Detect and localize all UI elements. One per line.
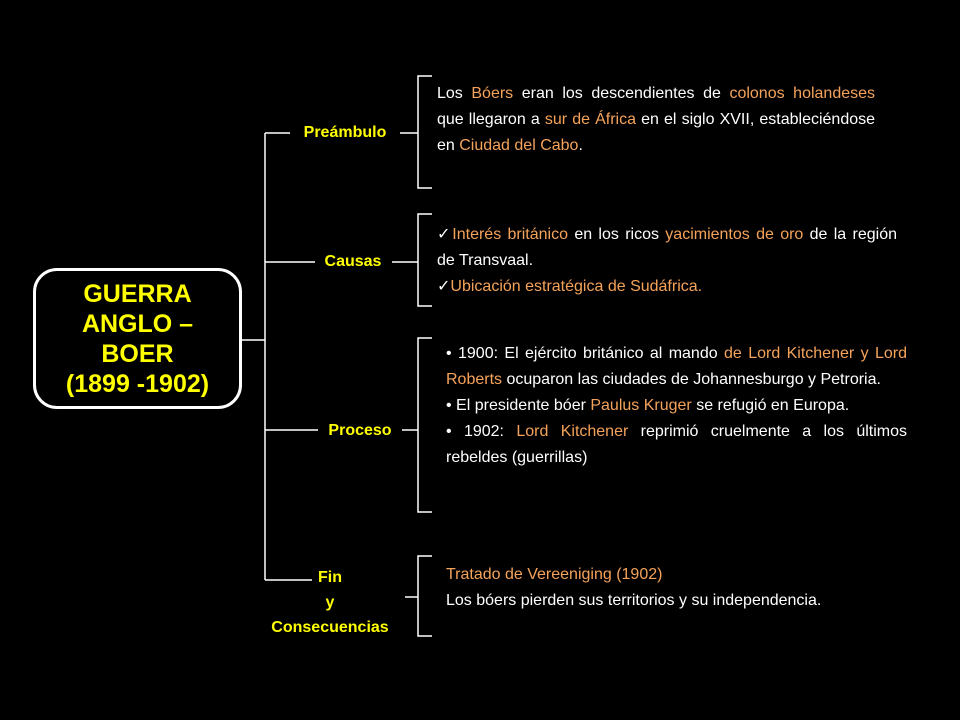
causa-item-1: ✓Interés británico en los ricos yacimientos de oro de la región de Transvaal. <box>437 226 898 269</box>
main-title-box <box>33 268 242 409</box>
bullet-icon: • <box>446 345 452 362</box>
title-line-1: GUERRA <box>83 279 192 308</box>
proceso-item-3: • 1902: Lord Kitchener reprimió cruelmente a los últimos rebeldes (guerrillas) <box>446 423 907 466</box>
title-line-2: ANGLO – <box>81 309 194 338</box>
bracket-causas <box>418 214 432 306</box>
highlight-boers: Bóers <box>471 85 514 102</box>
fin-text <box>446 562 907 614</box>
fin-line-3: Consecuencias <box>271 619 389 636</box>
label-proceso: Proceso <box>328 422 392 439</box>
causa-item-2: ✓Ubicación estratégica de Sudáfrica. <box>437 278 703 295</box>
tratado-heading: Tratado de Vereeniging (1902) <box>446 566 663 583</box>
causas-text <box>437 222 897 300</box>
bullet-icon: • <box>446 397 452 414</box>
highlight-sur-africa: sur de África <box>544 111 636 128</box>
proceso-text <box>446 341 907 471</box>
consecuencias-text: Los bóers pierden sus territorios y su independencia. <box>446 592 822 609</box>
label-causas: Causas <box>324 253 382 270</box>
proceso-item-1: • 1900: El ejército británico al mando de Lord Kitchener y Lord Roberts ocuparon las ciudades de Johannesburgo y Petroria. <box>446 345 908 388</box>
preambulo-text: Los Bóers eran los descendientes de colonos holandeses que llegaron a sur de África en el siglo XVII, estableciéndose en Ciudad del Cabo. <box>437 85 876 154</box>
title-line-3: BOER <box>101 339 174 368</box>
highlight-ciudad-cabo: Ciudad del Cabo <box>459 137 579 154</box>
bracket-proceso <box>418 338 432 512</box>
label-preambulo: Preámbulo <box>303 124 387 141</box>
fin-line-1: Fin <box>318 569 342 586</box>
check-icon: ✓ <box>437 226 453 243</box>
bracket-preambulo <box>418 76 432 188</box>
label-fin-consecuencias <box>248 565 412 640</box>
fin-line-2: y <box>325 594 335 611</box>
bullet-icon: • <box>446 423 452 440</box>
check-icon: ✓ <box>437 278 451 295</box>
title-line-4: (1899 -1902) <box>65 369 210 398</box>
bracket-fin <box>418 556 432 636</box>
proceso-item-2: • El presidente bóer Paulus Kruger se refugió en Europa. <box>446 397 850 414</box>
highlight-colonos: colonos holandeses <box>729 85 876 102</box>
